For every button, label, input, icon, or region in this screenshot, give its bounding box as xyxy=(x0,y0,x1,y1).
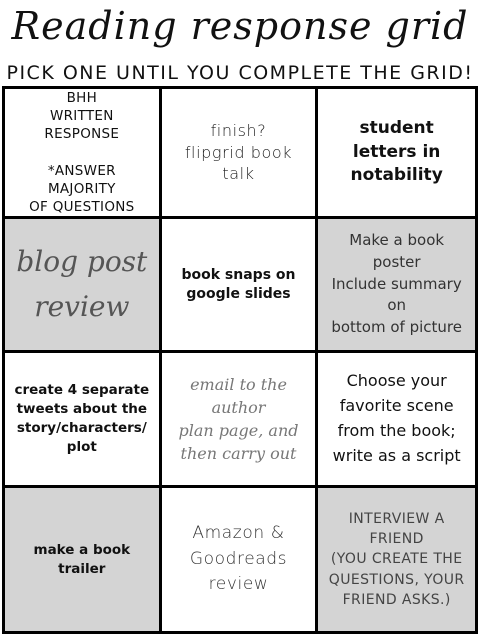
grid-cell-book-snaps: book snaps on google slides xyxy=(162,219,319,353)
grid-cell-book-trailer: make a book trailer xyxy=(5,488,162,631)
grid-cell-student-letters: student letters in notability xyxy=(318,89,475,219)
grid-cell-script-scene: Choose your favorite scene from the book; write as a script xyxy=(318,353,475,488)
grid-cell-blog-post-review: blog post review xyxy=(5,219,162,353)
grid-cell-amazon-goodreads: Amazon & Goodreads review xyxy=(162,488,319,631)
grid-cell-tweets: create 4 separate tweets about the story/characters/ plot xyxy=(5,353,162,488)
grid-cell-interview-friend: INTERVIEW A FRIEND (YOU CREATE THE QUESTIONS, YOUR FRIEND ASKS.) xyxy=(318,488,475,631)
grid-cell-book-poster: Make a book poster Include summary on bottom of picture xyxy=(318,219,475,353)
grid-cell-email-author: email to the author plan page, and then carry out xyxy=(162,353,319,488)
grid-cell-written-response: BHH WRITTEN RESPONSE *ANSWER MAJORITY OF QUESTIONS xyxy=(5,89,162,219)
page-title: Reading response grid xyxy=(11,4,469,48)
response-grid xyxy=(2,86,478,634)
page-subtitle: PICK ONE UNTIL YOU COMPLETE THE GRID! xyxy=(6,62,474,84)
grid-cell-flipgrid-book-talk: finish? flipgrid book talk xyxy=(162,89,319,219)
